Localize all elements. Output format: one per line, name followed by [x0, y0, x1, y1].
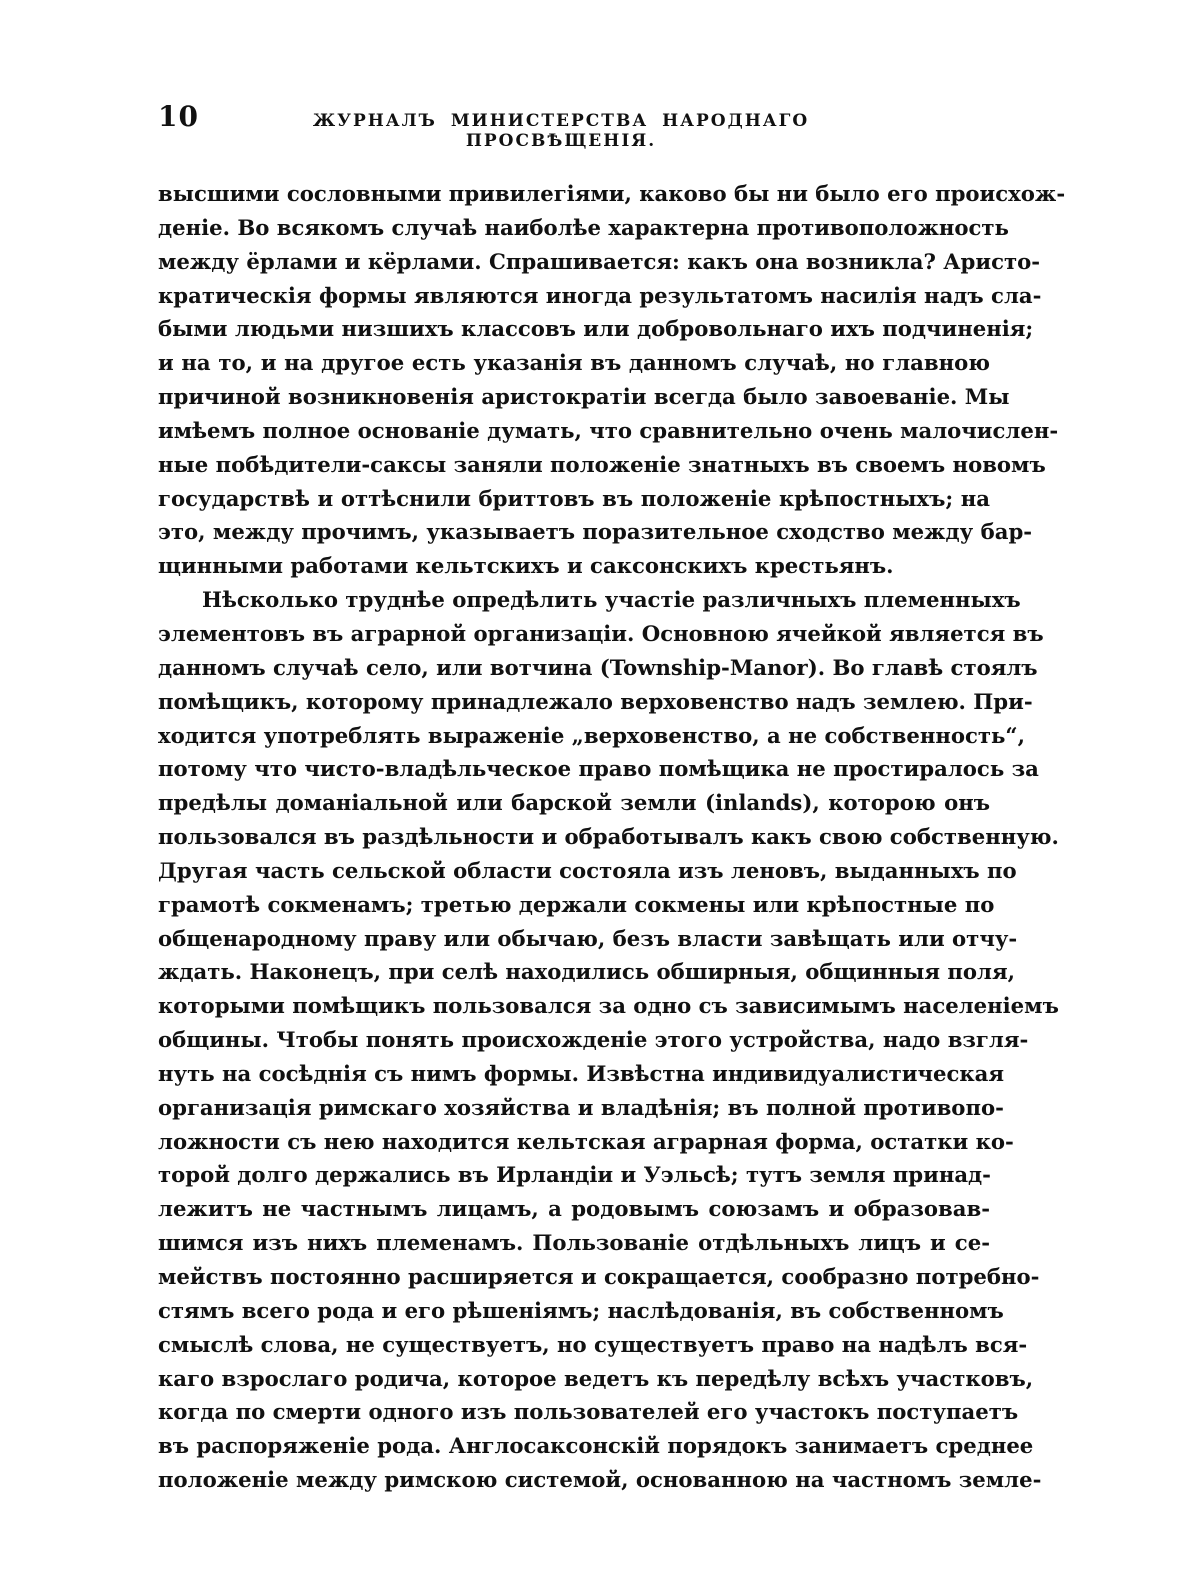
text-line: стямъ всего рода и его рѣшеніямъ; наслѣдованія, въ собственномъ — [158, 1297, 1004, 1323]
text-line: торой долго держались въ Ирландіи и Уэльсѣ; тутъ земля принад- — [158, 1162, 991, 1188]
text-line: потому что чисто-владѣльческое право помѣщика не простиралось за — [158, 756, 1039, 782]
text-line: щинными работами кельтскихъ и саксонскихъ крестьянъ. — [158, 553, 894, 579]
text-line: элементовъ въ аграрной организаціи. Основною ячейкой является въ — [158, 620, 1044, 646]
text-line: пользовался въ раздѣльности и обработывалъ какъ свою собственную. — [158, 824, 1059, 850]
text-line: мействъ постоянно расширяется и сокращается, сообразно потребно- — [158, 1264, 1040, 1289]
journal-title: ЖУРНАЛЪ МИНИСТЕРСТВА НАРОДНАГО ПРОСВѢЩЕНІЯ. — [312, 111, 810, 151]
text-line: ходится употреблять выраженіе „верховенство, а не собственность“, — [158, 722, 1025, 748]
text-line: помѣщикъ, которому принадлежало верховенство надъ землею. При- — [158, 688, 1033, 714]
text-line: грамотѣ сокменамъ; третью держали сокмены или крѣпостные по — [158, 891, 995, 917]
text-line: данномъ случаѣ село, или вотчина (Township-Manor). Во главѣ стоялъ — [158, 654, 1038, 680]
paragraph-2 — [158, 583, 1059, 1497]
text-line: это, между прочимъ, указываетъ поразительное сходство между бар- — [158, 519, 1033, 545]
text-line: когда по смерти одного изъ пользователей его участокъ поступаетъ — [158, 1399, 1019, 1425]
text-line: деніе. Во всякомъ случаѣ наиболѣе характерна противоположность — [158, 214, 1009, 240]
text-line: ные побѣдители-саксы заняли положеніе знатныхъ въ своемъ новомъ — [158, 451, 1046, 477]
text-line: и на то, и на другое есть указанія въ данномъ случаѣ, но главною — [158, 350, 990, 376]
text-line: смыслѣ слова, не существуетъ, но существуетъ право на надѣлъ вся- — [158, 1331, 1028, 1357]
text-line: общины. Чтобы понять происхожденіе этого устройства, надо взгля- — [158, 1027, 1029, 1053]
page-number: 10 — [158, 100, 199, 133]
text-line: государствѣ и оттѣснили бриттовъ въ положеніе крѣпостныхъ; на — [158, 485, 990, 511]
text-line: Нѣсколько труднѣе опредѣлить участіе различныхъ племенныхъ — [202, 587, 1021, 613]
text-line: кратическія формы являются иногда результатомъ насилія надъ сла- — [158, 282, 1042, 308]
text-line: ложности съ нею находится кельтская аграрная форма, остатки ко- — [158, 1128, 1014, 1154]
paragraph-1 — [158, 177, 1066, 583]
text-line: лежитъ не частнымъ лицамъ, а родовымъ союзамъ и образовав- — [158, 1196, 990, 1222]
running-header — [158, 100, 990, 151]
document-page — [158, 100, 1066, 1497]
text-line: каго взрослаго родича, которое ведетъ къ передѣлу всѣхъ участковъ, — [158, 1365, 1034, 1391]
text-line: ждать. Наконецъ, при селѣ находились обширныя, общинныя поля, — [158, 959, 1015, 985]
text-line: между ёрлами и кёрлами. Спрашивается: какъ она возникла? Аристо- — [158, 248, 1041, 274]
text-line: нуть на сосѣднія съ нимъ формы. Извѣстна индивидуалистическая — [158, 1060, 1005, 1086]
text-line: быми людьми низшихъ классовъ или добровольнаго ихъ подчиненія; — [158, 316, 1034, 342]
text-line: общенародному праву или обычаю, безъ власти завѣщать или отчу- — [158, 925, 1018, 951]
text-line: Другая часть сельской области состояла изъ леновъ, выданныхъ по — [158, 857, 1017, 883]
text-line: въ распоряженіе рода. Англосаксонскій порядокъ занимаетъ среднее — [158, 1433, 1034, 1459]
text-line: организація римскаго хозяйства и владѣнія; въ полной противопо- — [158, 1094, 1004, 1120]
text-line: высшими сословными привилегіями, каково бы ни было его происхож- — [158, 181, 1066, 206]
text-line: имѣемъ полное основаніе думать, что сравнительно очень малочислен- — [158, 417, 1059, 443]
text-line: положеніе между римскою системой, основанною на частномъ земле- — [158, 1467, 1042, 1493]
text-line: которыми помѣщикъ пользовался за одно съ зависимымъ населеніемъ — [158, 993, 1059, 1019]
text-line: предѣлы доманіальной или барской земли (inlands), которою онъ — [158, 790, 990, 816]
text-line: причиной возникновенія аристократіи всегда было завоеваніе. Мы — [158, 384, 1010, 410]
body-text — [158, 177, 1066, 1497]
text-line: шимся изъ нихъ племенамъ. Пользованіе отдѣльныхъ лицъ и се- — [158, 1230, 990, 1256]
